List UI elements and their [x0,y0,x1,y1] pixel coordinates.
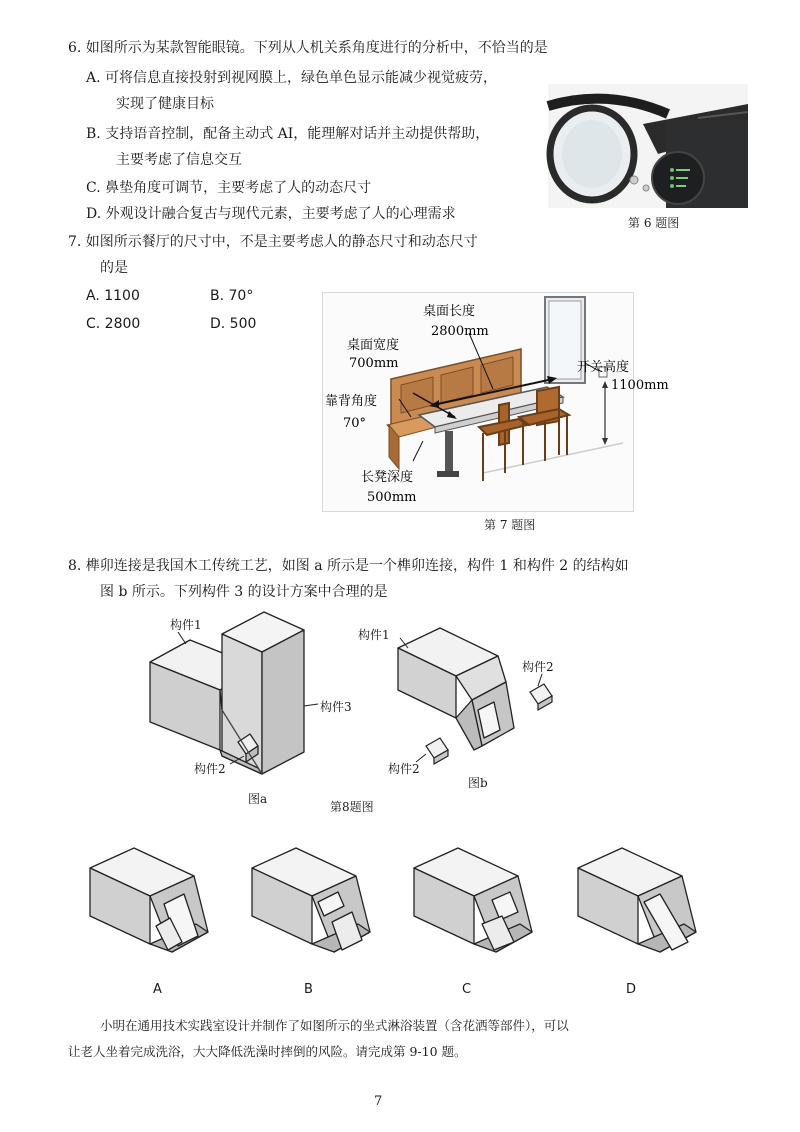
q6-stem: 6. 如图所示为某款智能眼镜。下列从人机关系角度进行的分析中，不恰当的是 [68,40,548,56]
page-number: 7 [374,1094,383,1109]
q6-option-b-line2: 主要考虑了信息交互 [116,152,242,168]
fig-b-part1-label: 构件1 [358,628,390,642]
q7-option-b: B. 70° [210,288,254,304]
choice-b-figure [248,846,388,976]
choice-b-label: B [304,982,313,997]
q6-figure-caption: 第 6 题图 [628,216,680,230]
fig-b-part2-bottom-label: 构件2 [388,762,420,776]
q8-stem-line1: 8. 榫卯连接是我国木工传统工艺，如图 a 所示是一个榫卯连接，构件 1 和构件 2 的结构如 [68,558,629,574]
choice-a-figure [86,846,226,976]
table-length-value: 2800mm [431,324,489,339]
q6-option-a-line1: A. 可将信息直接投射到视网膜上，绿色单色显示能减少视觉疲劳， [86,70,498,86]
q7-stem-line2: 的是 [100,260,128,276]
q9-10-intro-line2: 让老人坐着完成洗浴，大大降低洗澡时摔倒的风险。请完成第 9-10 题。 [68,1044,467,1059]
bench-depth-value: 500mm [367,490,417,505]
q7-option-d: D. 500 [210,316,257,332]
q6-option-d: D. 外观设计融合复古与现代元素，主要考虑了人的心理需求 [86,206,456,222]
smart-glasses-photo [548,84,748,208]
q7-option-a: A. 1100 [86,288,140,304]
q6-option-c: C. 鼻垫角度可调节，主要考虑了人的动态尺寸 [86,180,372,196]
fig-b-part2-top-label: 构件2 [522,660,554,674]
q8-figure-caption: 第8题图 [330,800,374,814]
fig-a-part3-label: 构件3 [320,700,352,714]
q7-stem-line1: 7. 如图所示餐厅的尺寸中，不是主要考虑人的静态尺寸和动态尺寸 [68,234,478,250]
table-width-value: 700mm [349,356,399,371]
back-angle-value: 70° [343,416,367,431]
fig-a-part2-label: 构件2 [194,762,226,776]
choice-d-figure [574,846,714,976]
q8-stem-line2: 图 b 所示。下列构件 3 的设计方案中合理的是 [100,584,388,600]
table-width-label: 桌面宽度 [347,338,400,353]
fig-b-label: 图b [468,776,488,790]
bench-depth-label: 长凳深度 [361,470,414,485]
choice-a-label: A [153,982,162,997]
switch-height-label: 开关高度 [577,360,630,375]
fig-a-part1-label: 构件1 [170,618,202,632]
back-angle-label: 靠背角度 [325,394,378,409]
table-length-label: 桌面长度 [423,304,476,319]
q7-option-c: C. 2800 [86,316,141,332]
choice-d-label: D [626,982,637,997]
choice-c-figure [410,846,550,976]
switch-height-value: 1100mm [611,378,669,393]
q9-10-intro-line1: 小明在通用技术实践室设计并制作了如图所示的坐式淋浴装置（含花洒等部件），可以 [100,1018,569,1033]
q6-option-a-line2: 实现了健康目标 [116,96,214,112]
q6-option-b-line1: B. 支持语音控制，配备主动式 AI，能理解对话并主动提供帮助， [86,126,490,142]
q7-figure-caption: 第 7 题图 [484,518,536,532]
fig-a-label: 图a [248,792,268,806]
choice-c-label: C [462,982,472,997]
restaurant-figure [322,292,669,512]
